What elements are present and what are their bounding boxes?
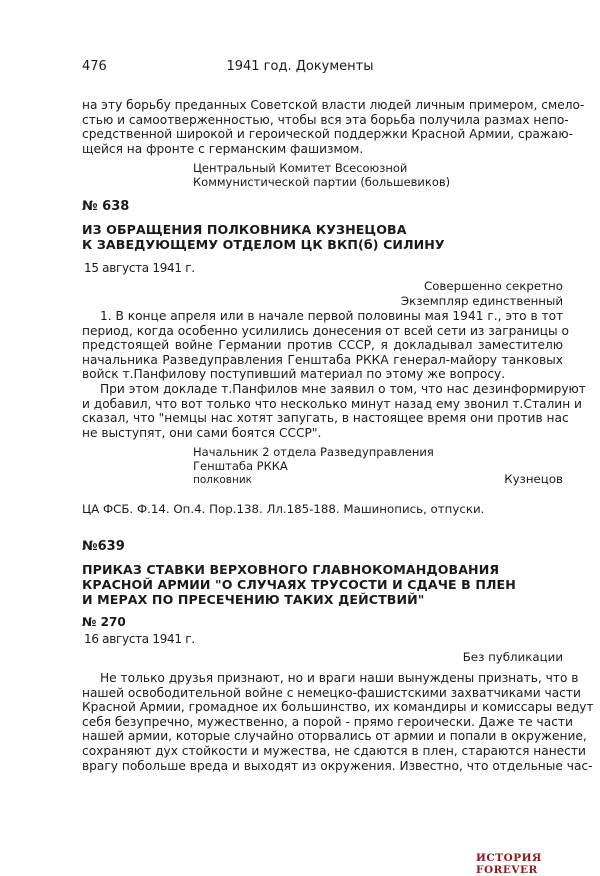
document-date: 15 августа 1941 г.	[84, 261, 195, 275]
signature-rank: полковник	[193, 474, 252, 486]
text-line: При этом докладе т.Панфилов мне заявил о том, что нас дезинформируют	[100, 382, 586, 396]
order-number: № 270	[82, 615, 126, 629]
classification-line: Совершенно секретно	[423, 279, 563, 293]
page-number: 476	[82, 59, 107, 74]
text-line: сохраняют дух стойкости и мужества, не сдаются в плен, стараются нанести	[82, 744, 586, 758]
classification-line: Экземпляр единственный	[400, 294, 563, 308]
text-line: войск т.Панфилову поступивший материал по этому же вопросу.	[82, 367, 506, 382]
signature-line: Начальник 2 отдела Разведуправления	[193, 445, 434, 459]
running-title: 1941 год. Документы	[226, 59, 374, 74]
text-line: Не только друзья признают, но и враги наши вынуждены признать, что в	[100, 671, 579, 685]
document-date: 16 августа 1941 г.	[84, 632, 195, 646]
text-line: сказал, что "немцы нас хотят запугать, в настоящее время они против нас	[82, 411, 569, 426]
signature-line: Генштаба РККА	[193, 459, 288, 473]
text-line: врагу побольше вреда и выходят из окружения. Известно, что отдельные час-	[82, 758, 593, 773]
text-line: Красной Армии, громадное их большинство, их командиры и комиссары ведут	[82, 700, 594, 715]
text-line: средственной широкой и героической поддержки Красной Армии, сражаю-	[82, 127, 574, 142]
document-number: №639	[82, 539, 125, 554]
text-line: стью и самоотверженностью, чтобы вся эта борьба получила размах непо-	[82, 112, 569, 127]
text-line: начальника Разведуправления Генштаба РККА генерал-майору танковых	[82, 352, 563, 367]
document-number: № 638	[82, 199, 130, 214]
document-title-line: КРАСНОЙ АРМИИ "О СЛУЧАЯХ ТРУСОСТИ И СДАЧЕ В ПЛЕН	[82, 577, 516, 592]
text-line: нашей армии, которые случайно оторвались от армии и попали в окружение,	[82, 729, 587, 744]
text-line: 1. В конце апреля или в начале первой половины мая 1941 г., это в тот	[100, 309, 564, 323]
classification-line: Без публикации	[462, 650, 563, 664]
text-line: щейся на фронте с германским фашизмом.	[82, 141, 364, 156]
watermark-logo: ИСТОРИЯ FOREVER	[476, 852, 542, 876]
document-title-line: ПРИКАЗ СТАВКИ ВЕРХОВНОГО ГЛАВНОКОМАНДОВАНИЯ	[82, 562, 500, 577]
text-line: и добавил, что вот только что несколько минут назад ему звонил т.Сталин и	[82, 396, 582, 411]
document-title-line: К ЗАВЕДУЮЩЕМУ ОТДЕЛОМ ЦК ВКП(б) СИЛИНУ	[82, 237, 445, 252]
text-line: период, когда особенно усилились донесения от всей сети из заграницы о	[82, 323, 569, 338]
archive-source: ЦА ФСБ. Ф.14. Оп.4. Пор.138. Лл.185-188. Машинопись, отпуски.	[82, 502, 485, 516]
text-line: на эту борьбу преданных Советской власти людей личным примером, смело-	[82, 98, 585, 112]
signature-line: Центральный Комитет Всесоюзной	[193, 161, 408, 175]
text-line: предстоящей войне Германии против СССР, я докладывал заместителю	[82, 338, 563, 353]
document-title-line: И МЕРАХ ПО ПРЕСЕЧЕНИЮ ТАКИХ ДЕЙСТВИЙ"	[82, 592, 425, 607]
document-title-line: ИЗ ОБРАЩЕНИЯ ПОЛКОВНИКА КУЗНЕЦОВА	[82, 222, 407, 237]
signature-name: Кузнецов	[504, 472, 563, 486]
text-line: нашей освободительной войне с немецко-фашистскими захватчиками части	[82, 685, 581, 700]
signature-line: Коммунистической партии (большевиков)	[193, 175, 451, 189]
text-line: себя безупречно, мужественно, а порой - прямо героически. Даже те части	[82, 714, 573, 729]
text-line: не выступят, они сами боятся СССР".	[82, 425, 322, 440]
